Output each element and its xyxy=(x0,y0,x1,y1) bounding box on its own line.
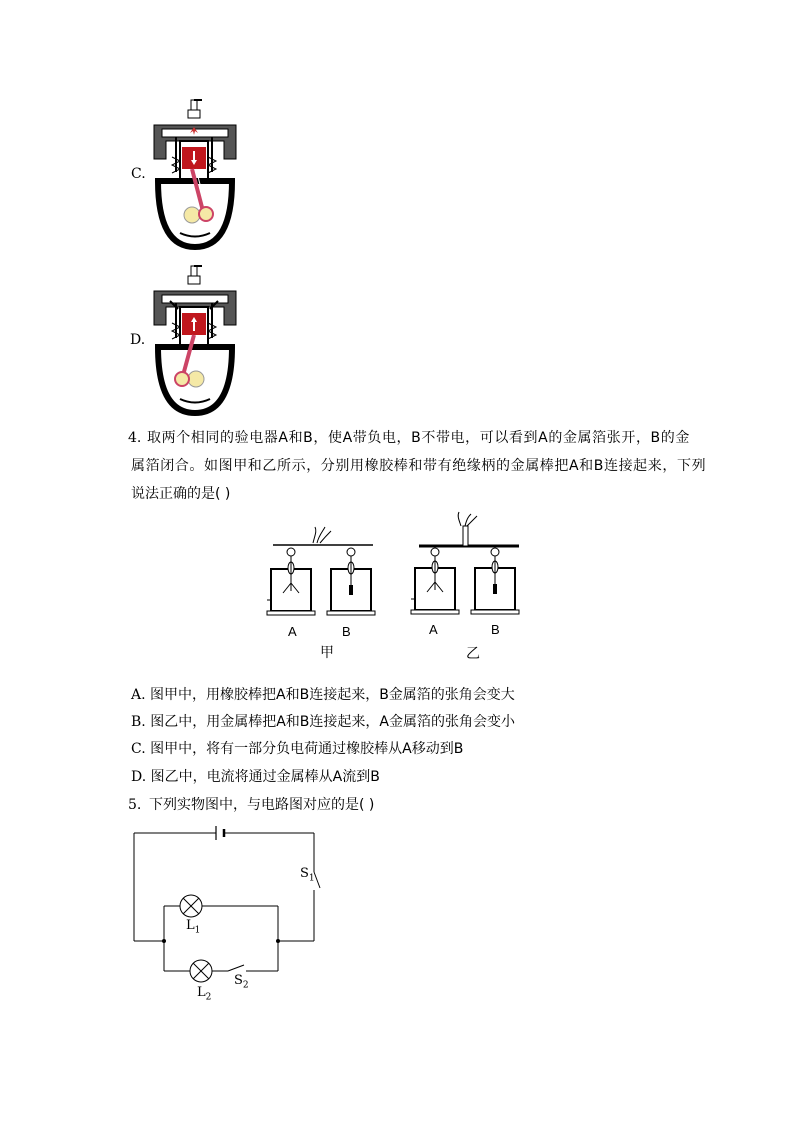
q4-option-c[interactable] xyxy=(131,739,463,759)
jia-label-b: B xyxy=(342,624,351,639)
electroscope-figure-jia xyxy=(265,525,380,620)
q4-option-d[interactable] xyxy=(131,767,380,787)
l2-label-main: L xyxy=(197,985,206,1000)
electroscope-figure-yi xyxy=(405,512,525,617)
s2-label-main: S xyxy=(234,973,243,988)
jia-label-a: A xyxy=(288,624,297,639)
option-text: 图乙中，用金属棒把A和B连接起来，A金属箔的张角会变小 xyxy=(150,714,515,730)
q4-stem-line1: 取两个相同的验电器A和B，使A带负电，B不带电，可以看到A的金属箔张开，B的金 xyxy=(147,430,690,446)
option-letter: D. xyxy=(131,769,147,785)
engine-diagram-d xyxy=(150,263,240,418)
option-letter: C. xyxy=(131,741,146,757)
l2-label xyxy=(197,985,211,1003)
option-c-label: C. xyxy=(131,166,146,182)
q4-option-a[interactable] xyxy=(131,685,515,705)
yi-label-a: A xyxy=(429,622,438,637)
q4-option-b[interactable] xyxy=(131,712,515,732)
s2-label-sub: 2 xyxy=(242,980,249,991)
s1-label xyxy=(300,866,315,884)
yi-caption: 乙 xyxy=(466,646,480,662)
engine-diagram-c xyxy=(150,97,240,252)
s1-label-main: S xyxy=(300,866,309,881)
q4-stem-line2: 属箔闭合。如图甲和乙所示，分别用橡胶棒和带有绝缘柄的金属棒把A和B连接起来，下列 xyxy=(131,458,707,474)
q4-number: 4. xyxy=(128,430,142,446)
circuit-diagram xyxy=(120,820,330,1005)
q5-number: 5. xyxy=(128,797,142,813)
yi-label-b: B xyxy=(491,622,500,637)
s1-label-sub: 1 xyxy=(308,873,315,884)
option-letter: A. xyxy=(131,687,146,703)
option-text: 图甲中，用橡胶棒把A和B连接起来，B金属箔的张角会变大 xyxy=(150,687,515,703)
q5-stem: 下列实物图中，与电路图对应的是( ) xyxy=(149,797,375,813)
q4-stem-line3: 说法正确的是( ) xyxy=(131,486,231,502)
l1-label-sub: 1 xyxy=(194,925,201,936)
option-d-label: D. xyxy=(130,332,146,348)
option-text: 图甲中，将有一部分负电荷通过橡胶棒从A移动到B xyxy=(150,741,464,757)
l1-label-main: L xyxy=(186,918,195,933)
l1-label xyxy=(186,918,200,936)
option-text: 图乙中，电流将通过金属棒从A流到B xyxy=(150,769,380,785)
s2-label xyxy=(234,973,249,991)
l2-label-sub: 2 xyxy=(205,992,212,1003)
jia-caption: 甲 xyxy=(320,645,334,661)
option-letter: B. xyxy=(131,714,146,730)
